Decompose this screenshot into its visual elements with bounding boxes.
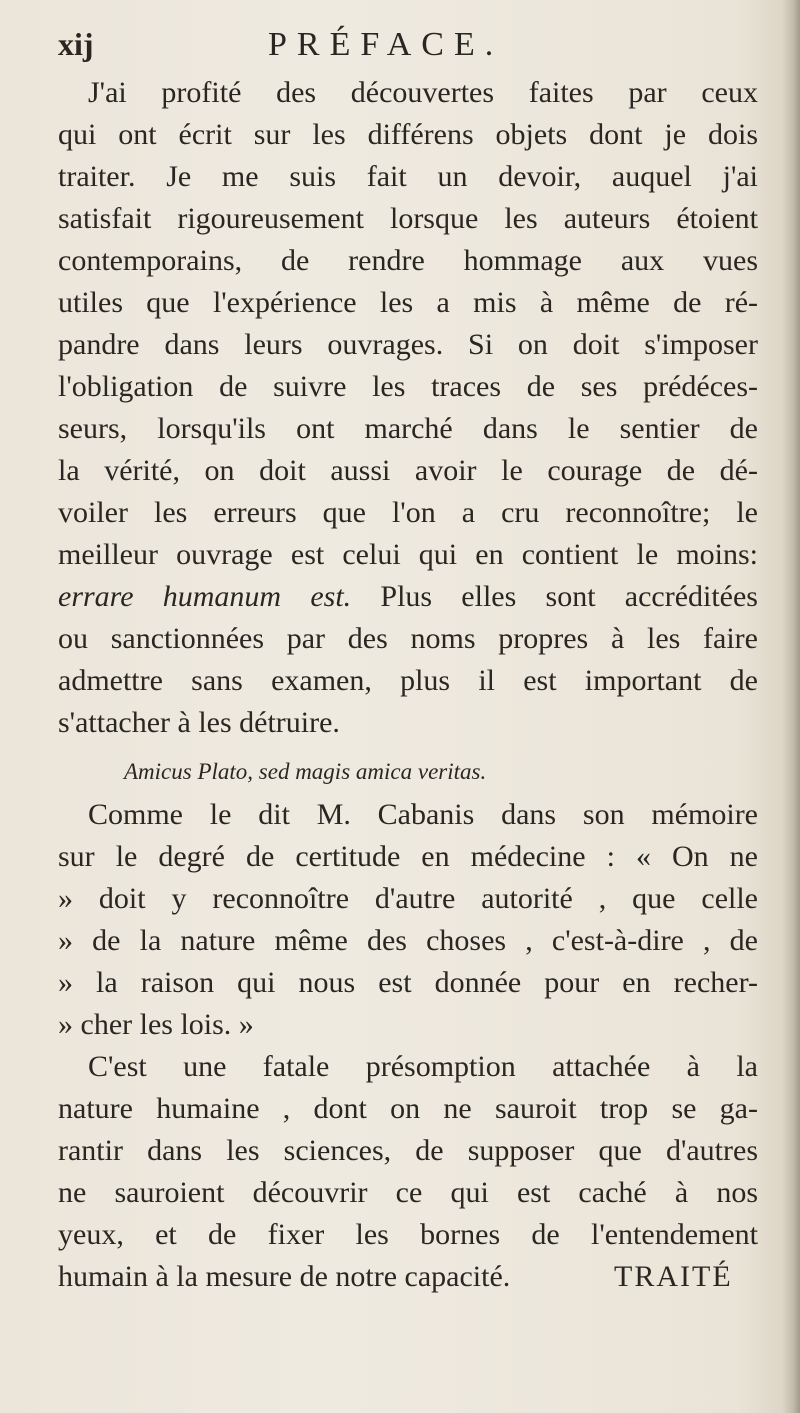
text-line: l'obligation de suivre les traces de ses prédéces- xyxy=(58,370,758,403)
text-line: sur le degré de certitude en médecine : « On ne xyxy=(58,840,758,873)
text-line: rantir dans les sciences, de supposer que d'autres xyxy=(58,1134,758,1167)
text-line: qui ont écrit sur les différens objets dont je dois xyxy=(58,118,758,151)
page-number: xij xyxy=(58,26,94,62)
paragraph-2 xyxy=(58,794,758,1046)
text-line: traiter. Je me suis fait un devoir, auquel j'ai xyxy=(58,160,758,193)
text-line: meilleur ouvrage est celui qui en contient le moins: xyxy=(58,538,758,571)
catchword: TRAITÉ xyxy=(614,1260,733,1293)
text-line: » la raison qui nous est donnée pour en recher- xyxy=(58,966,758,999)
page-edge-shadow xyxy=(782,0,800,1413)
text-line: humain à la mesure de notre capacité. xyxy=(58,1260,511,1293)
text-line: voiler les erreurs que l'on a cru reconnoître; le xyxy=(58,496,758,529)
text-line: admettre sans examen, plus il est important de xyxy=(58,664,758,697)
text-line: pandre dans leurs ouvrages. Si on doit s'imposer xyxy=(58,328,758,361)
text-line: ou sanctionnées par des noms propres à les faire xyxy=(58,622,758,655)
text-line: Comme le dit M. Cabanis dans son mémoire xyxy=(88,798,758,831)
text-line: » de la nature même des choses , c'est-à-dire , de xyxy=(58,924,758,957)
text-line: yeux, et de fixer les bornes de l'entendement xyxy=(58,1218,758,1251)
text-line: ne sauroient découvrir ce qui est caché à nos xyxy=(58,1176,758,1209)
text-line: seurs, lorsqu'ils ont marché dans le sentier de xyxy=(58,412,758,445)
body-text xyxy=(58,72,758,1298)
text-line: C'est une fatale présomption attachée à la xyxy=(88,1050,758,1083)
text-line: nature humaine , dont on ne sauroit trop se ga- xyxy=(58,1092,758,1125)
text-line-latin-phrase: errare humanum est. Plus elles sont accréditées xyxy=(58,580,758,613)
text-line: contemporains, de rendre hommage aux vues xyxy=(58,244,758,277)
text-line: J'ai profité des découvertes faites par ceux xyxy=(88,76,758,109)
latin-phrase: errare humanum est. xyxy=(58,580,352,613)
paragraph-1 xyxy=(58,72,758,744)
text-line: utiles que l'expérience les a mis à même de ré- xyxy=(58,286,758,319)
text-line: la vérité, on doit aussi avoir le courage de dé- xyxy=(58,454,758,487)
text-line: » cher les lois. » xyxy=(58,1008,254,1041)
section-title: PRÉFACE. xyxy=(268,26,504,63)
text-line: s'attacher à les détruire. xyxy=(58,706,340,739)
running-head xyxy=(58,26,758,66)
text-line: » doit y reconnoître d'autre autorité , que celle xyxy=(58,882,758,915)
latin-motto: Amicus Plato, sed magis amica veritas. xyxy=(124,759,487,784)
text-line: satisfait rigoureusement lorsque les auteurs étoient xyxy=(58,202,758,235)
